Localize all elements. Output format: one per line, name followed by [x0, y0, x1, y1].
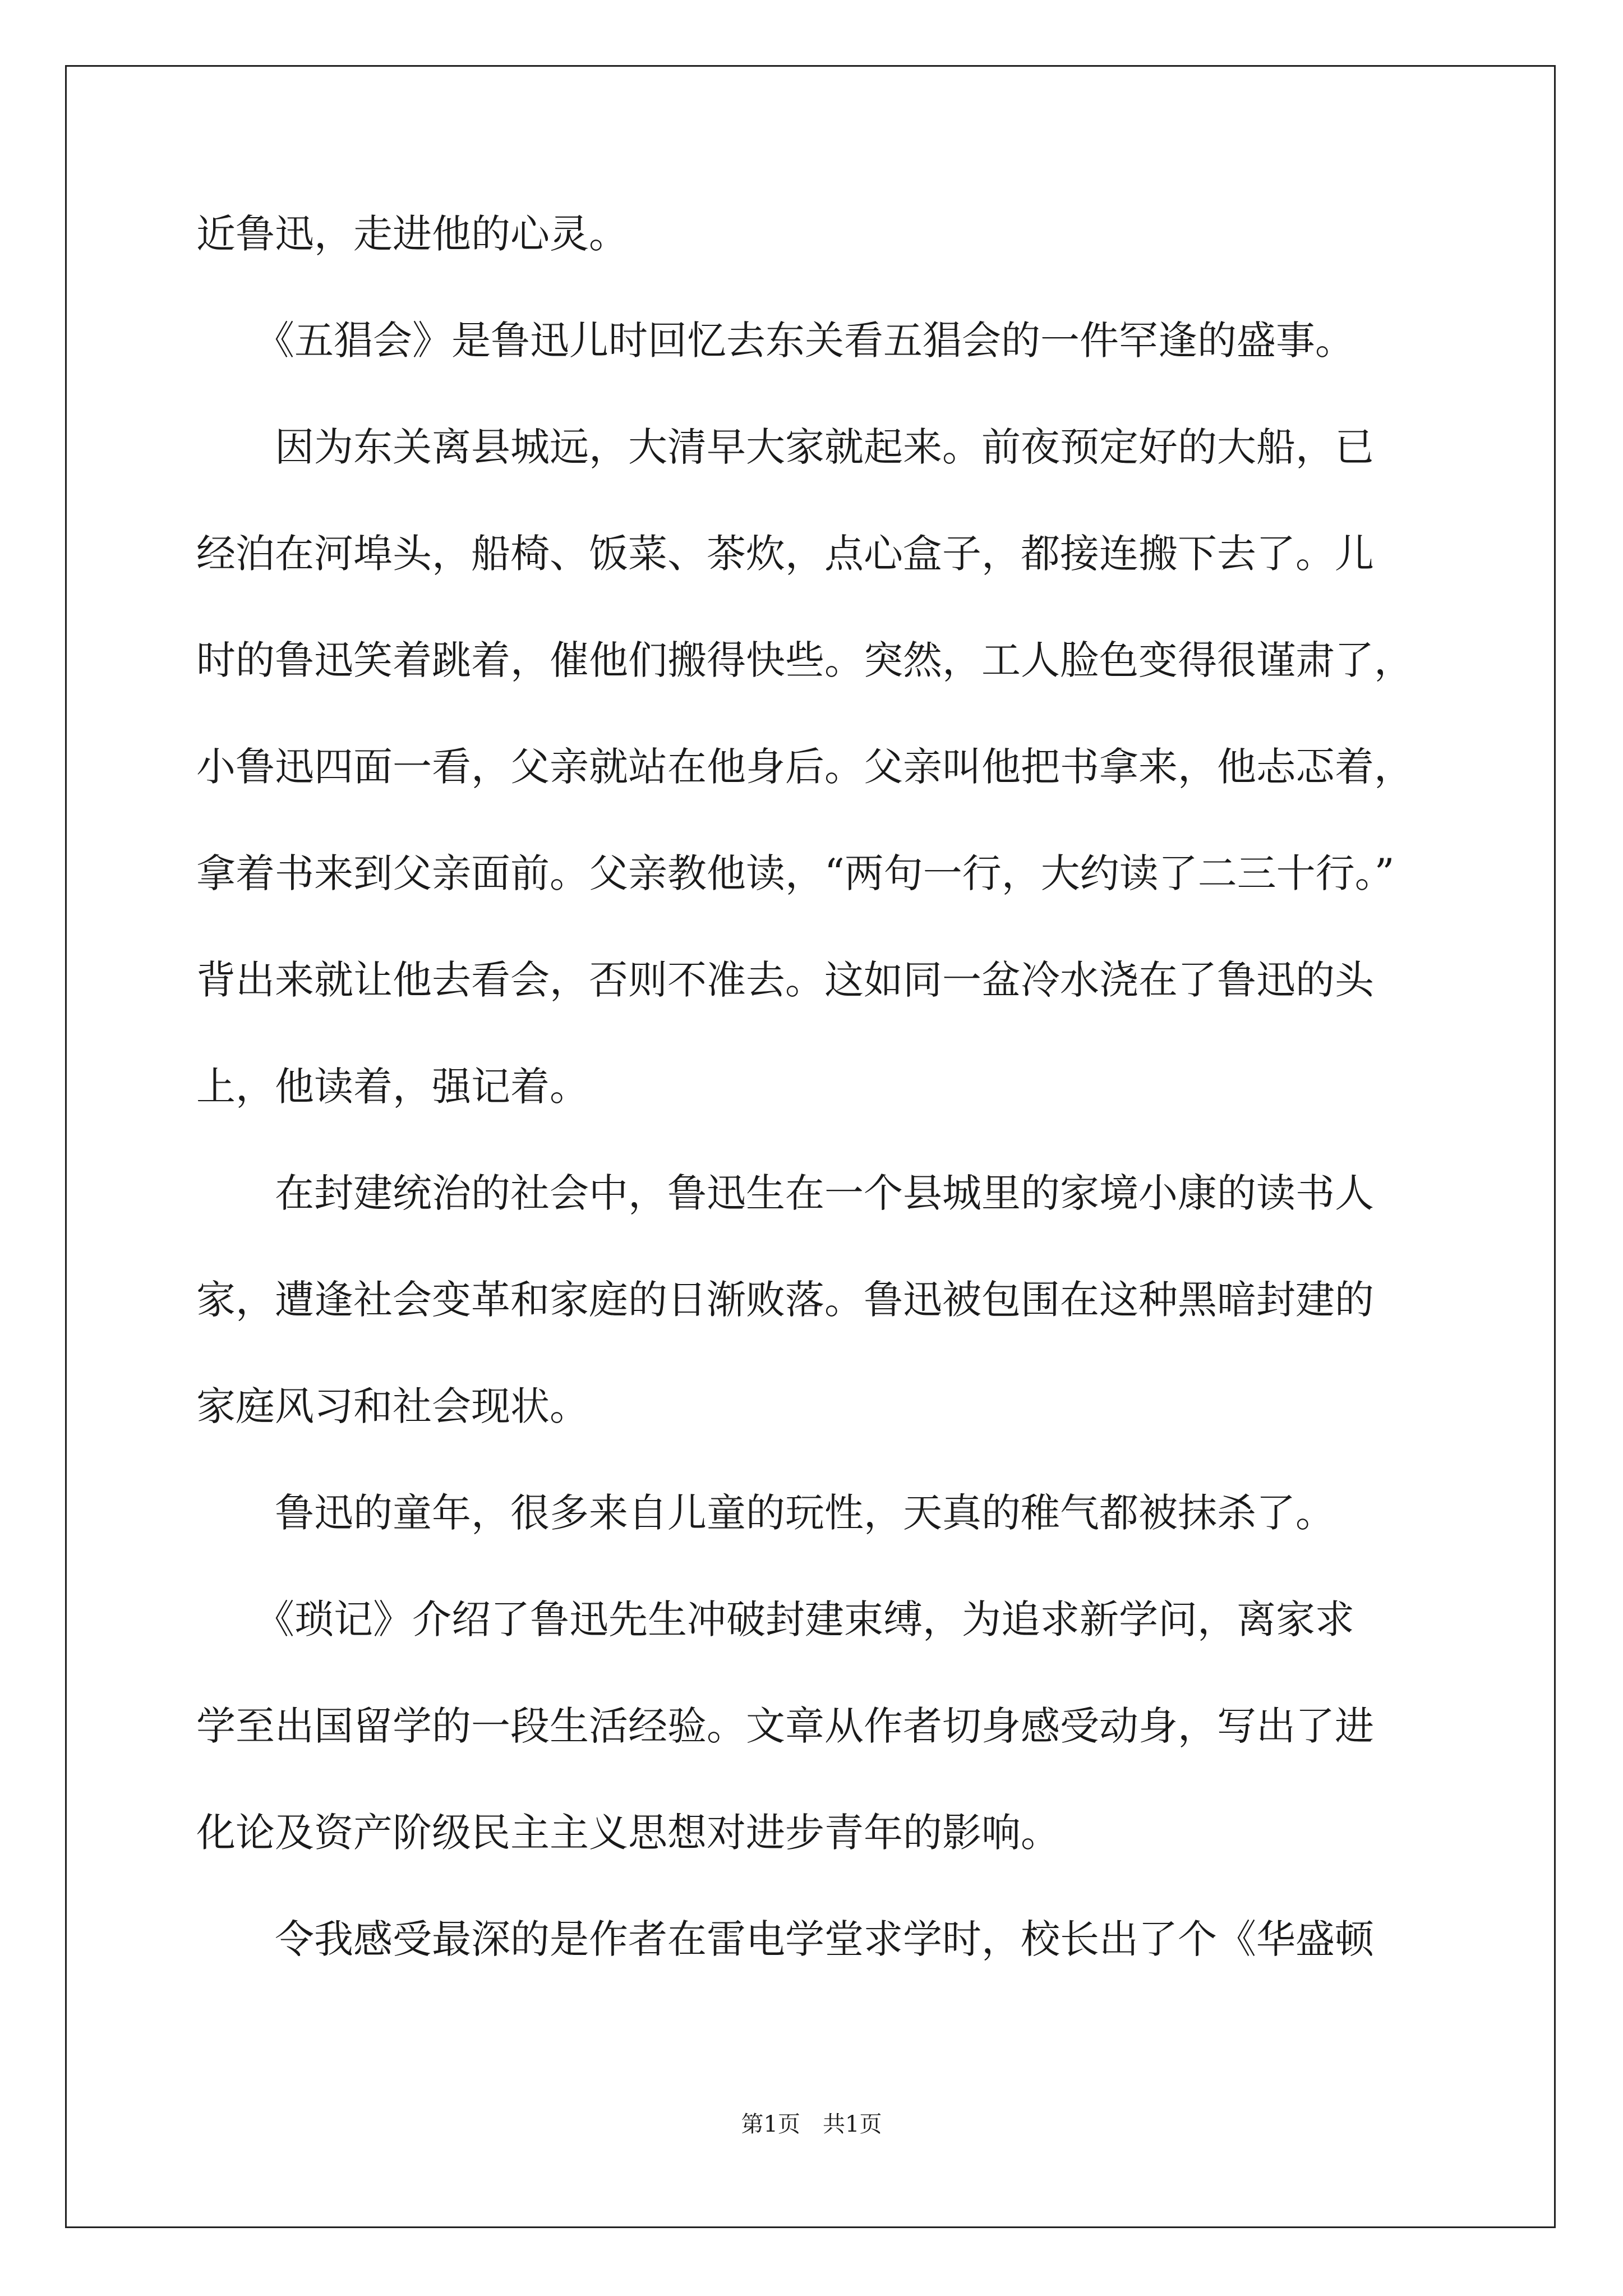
- page-footer: 第1页 共1页: [741, 2111, 882, 2137]
- text-line: 小鲁迅四面一看，父亲就站在他身后。父亲叫他把书拿来，他忐忑着，: [196, 744, 1413, 790]
- text-line: 令我感受最深的是作者在雷电学堂求学时，校长出了个《华盛顿: [196, 1916, 1374, 1962]
- text-line: 家，遭逢社会变革和家庭的日渐败落。鲁迅被包围在这种黑暗封建的: [196, 1277, 1374, 1323]
- text-line: 背出来就让他去看会，否则不准去。这如同一盆冷水浇在了鲁迅的头: [196, 957, 1374, 1003]
- text-line: 经泊在河埠头，船椅、饭菜、茶炊，点心盒子，都接连搬下去了。儿: [196, 531, 1374, 577]
- text-line: 因为东关离县城远，大清早大家就起来。前夜预定好的大船，已: [196, 424, 1374, 470]
- text-line: 《五猖会》是鲁迅儿时回忆去东关看五猖会的一件罕逢的盛事。: [196, 318, 1354, 364]
- text-line: 《琐记》介绍了鲁迅先生冲破封建束缚，为追求新学问，离家求: [196, 1596, 1354, 1642]
- text-line: 时的鲁迅笑着跳着，催他们搬得快些。突然，工人脸色变得很谨肃了，: [196, 637, 1413, 683]
- text-line: 学至出国留学的一段生活经验。文章从作者切身感受动身，写出了进: [196, 1703, 1374, 1749]
- text-line: 拿着书来到父亲面前。父亲教他读，“两句一行，大约读了二三十行。”: [196, 850, 1395, 896]
- text-line: 在封建统治的社会中，鲁迅生在一个县城里的家境小康的读书人: [196, 1170, 1374, 1216]
- page-border: [65, 65, 1556, 2228]
- text-line: 近鲁迅，走进他的心灵。: [196, 211, 628, 257]
- text-line: 家庭风习和社会现状。: [196, 1383, 589, 1429]
- text-line: 化论及资产阶级民主主义思想对进步青年的影响。: [196, 1810, 1060, 1856]
- text-line: 鲁迅的童年，很多来自儿童的玩性，天真的稚气都被抹杀了。: [196, 1490, 1335, 1536]
- text-line: 上，他读着，强记着。: [196, 1064, 589, 1110]
